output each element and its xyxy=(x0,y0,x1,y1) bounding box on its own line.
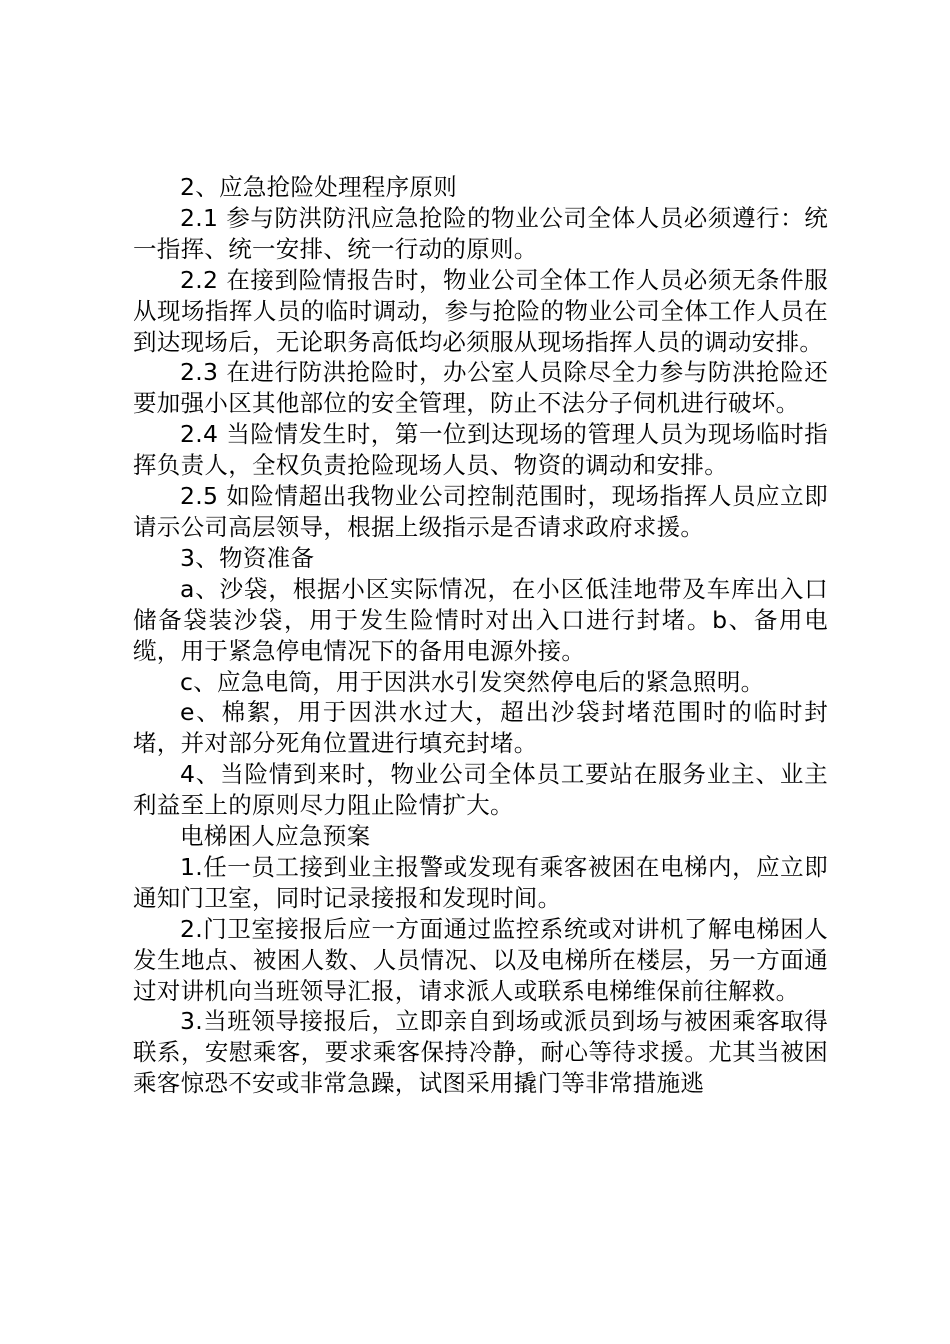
paragraph-cotton: e、棉絮，用于因洪水过大，超出沙袋封堵范围时的临时封堵，并对部分死角位置进行填充封堵。 xyxy=(133,698,828,758)
paragraph-2-3: 2.3 在进行防洪抢险时，办公室人员除尽全力参与防洪抢险还要加强小区其他部位的安全管理，防止不法分子伺机进行破坏。 xyxy=(133,358,828,418)
paragraph-flashlights: c、应急电筒，用于因洪水引发突然停电后的紧急照明。 xyxy=(180,667,765,696)
section-heading-emergency-procedure: 2、应急抢险处理程序原则 xyxy=(180,173,458,201)
paragraph-elevator-3: 3.当班领导接报后，立即亲自到场或派员到场与被困乘客取得联系，安慰乘客，要求乘客保持冷静，耐心等待求援。尤其当被困乘客惊恐不安或非常急躁，试图采用撬门等非常措施逃 xyxy=(133,1007,828,1098)
section-heading-materials: 3、物资准备 xyxy=(180,543,315,572)
document-body xyxy=(133,172,828,1099)
paragraph-elevator-1: 1.任一员工接到业主报警或发现有乘客被困在电梯内，应立即通知门卫室，同时记录接报和发现时间。 xyxy=(133,852,828,912)
paragraph-2-5: 2.5 如险情超出我物业公司控制范围时，现场指挥人员应立即请示公司高层领导，根据上级指示是否请求政府求援。 xyxy=(133,482,828,541)
paragraph-sandbags-cables: a、沙袋，根据小区实际情况，在小区低洼地带及车库出入口储备袋装沙袋，用于发生险情时对出入口进行封堵。b、备用电缆，用于紧急停电情况下的备用电源外接。 xyxy=(133,574,828,665)
paragraph-4: 4、当险情到来时，物业公司全体员工要站在服务业主、业主利益至上的原则尽力阻止险情扩大。 xyxy=(133,760,828,820)
paragraph-2-2: 2.2 在接到险情报告时，物业公司全体工作人员必须无条件服从现场指挥人员的临时调动，参与抢险的物业公司全体工作人员在到达现场后，无论职务高低均必须服从现场指挥人员的调动安排。 xyxy=(133,265,828,356)
paragraph-2-1: 2.1 参与防洪防汛应急抢险的物业公司全体人员必须遵行：统一指挥、统一安排、统一行动的原则。 xyxy=(133,203,828,263)
section-heading-elevator-plan: 电梯困人应急预案 xyxy=(180,822,371,851)
paragraph-elevator-2: 2.门卫室接报后应一方面通过监控系统或对讲机了解电梯困人发生地点、被困人数、人员情况、以及电梯所在楼层，另一方面通过对讲机向当班领导汇报，请求派人或联系电梯维保前往解救。 xyxy=(133,914,828,1005)
paragraph-2-4: 2.4 当险情发生时，第一位到达现场的管理人员为现场临时指挥负责人，全权负责抢险现场人员、物资的调动和安排。 xyxy=(133,420,828,480)
